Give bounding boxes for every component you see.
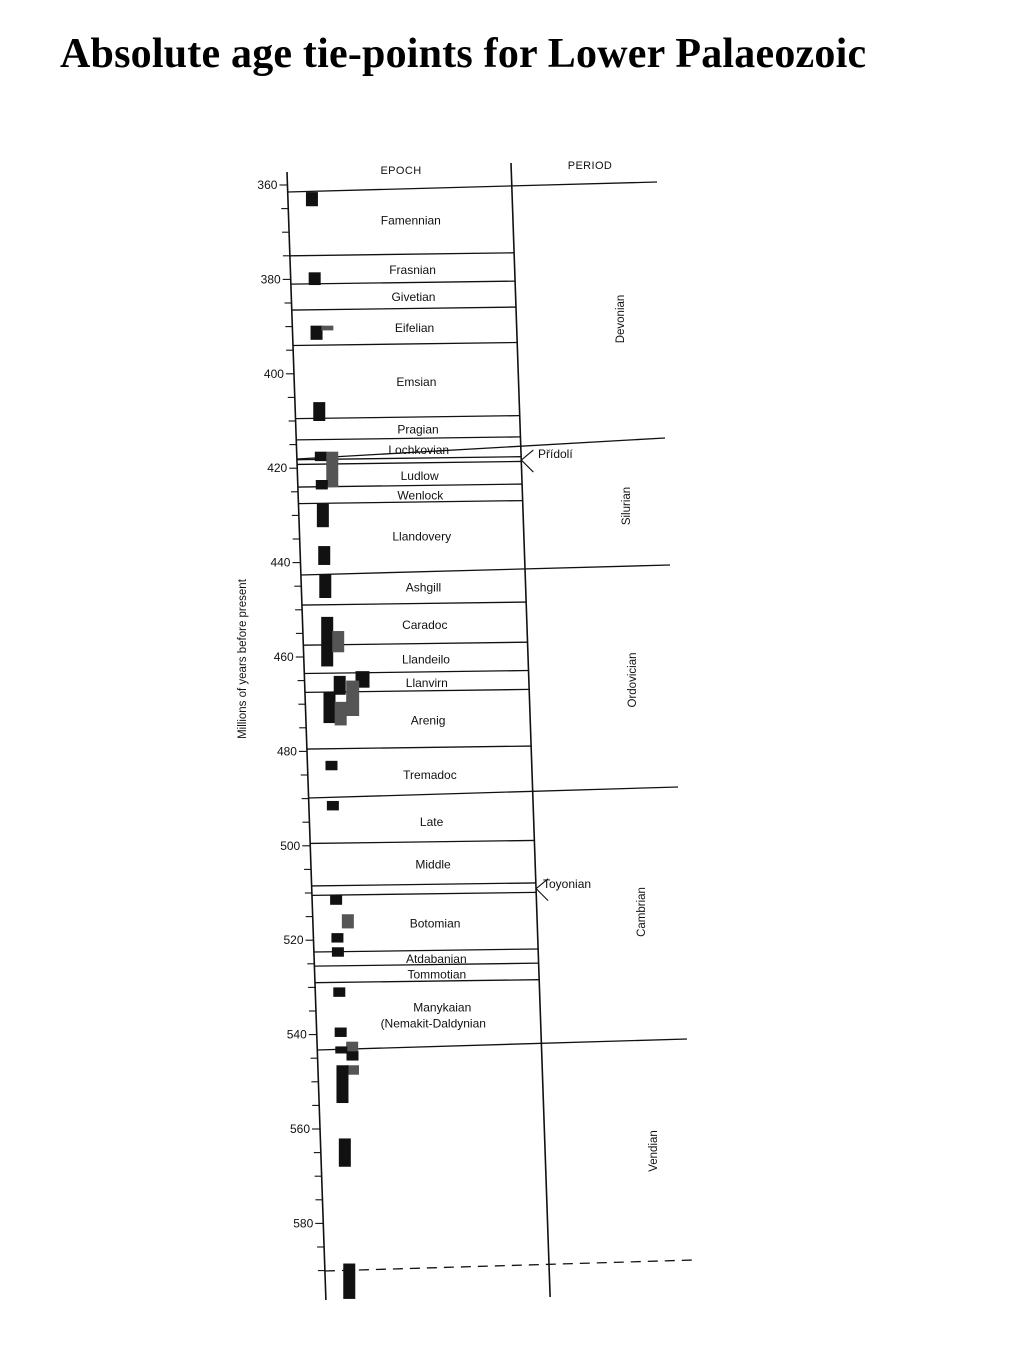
period-label: Devonian (615, 294, 627, 344)
tie-point-block (316, 480, 328, 489)
tie-point-block (333, 987, 345, 996)
tick-label: 520 (283, 933, 304, 948)
period-header: PERIOD (567, 160, 613, 172)
tick-label: 400 (263, 366, 284, 381)
tie-point-block (332, 631, 344, 652)
tie-point-block (346, 1051, 358, 1060)
epoch-label: Givetian (391, 290, 436, 305)
period-boundary-line (309, 787, 678, 798)
tie-point-block (346, 681, 359, 716)
period-boundary-line (301, 565, 670, 575)
period-boundary-line (288, 182, 657, 192)
period-label: Vendian (648, 1130, 660, 1172)
tick-label: 480 (276, 744, 297, 759)
epoch-label: Wenlock (397, 488, 444, 503)
tie-point-blocks (306, 192, 370, 1299)
period-boundary-dashed (325, 1260, 694, 1271)
epoch-label: Middle (415, 857, 451, 872)
tie-point-block (321, 326, 333, 331)
epoch-label: Toyonian (543, 877, 592, 891)
tie-point-block (309, 272, 321, 285)
epoch-label: Llanvirn (405, 675, 448, 690)
tie-point-block (317, 504, 329, 528)
epoch-boundary-line (310, 840, 534, 843)
epoch-label: Lochkovian (388, 442, 450, 457)
tie-point-block (332, 947, 344, 956)
period-boundary-line (297, 438, 665, 459)
epoch-label: Frasnian (389, 262, 436, 277)
age-axis-title: Millions of years before present (237, 579, 249, 739)
epoch-boundary-line (307, 746, 531, 749)
tie-point-block (313, 402, 325, 421)
epoch-label: Llandeilo (401, 652, 450, 667)
tie-point-block (335, 1046, 347, 1053)
epoch-label: Caradoc (402, 618, 448, 633)
tie-point-block (321, 617, 333, 667)
epoch-boundary-line (290, 253, 514, 256)
tie-point-block (347, 1065, 359, 1074)
tick-label: 580 (293, 1216, 314, 1231)
epoch-label: Manykaian (413, 1000, 472, 1015)
tie-point-block (327, 801, 339, 810)
epoch-period-divider (511, 163, 550, 1297)
page-title: Absolute age tie-points for Lower Palaeozoic (60, 31, 867, 77)
tick-label: 560 (289, 1122, 311, 1136)
epoch-label: Botomian (409, 916, 461, 931)
age-axis (257, 178, 324, 1271)
epoch-label: Famennian (380, 213, 441, 228)
epoch-boundary-line (296, 416, 520, 419)
epoch-boundary-line (302, 602, 526, 605)
tie-point-block (336, 1065, 348, 1103)
tick-label: 380 (260, 272, 281, 287)
boundary-lines (287, 163, 694, 1300)
epoch-label: Pragian (397, 422, 439, 437)
tie-point-block (325, 761, 337, 770)
tie-point-block (335, 1028, 347, 1037)
epoch-sublabel: (Nemakit-Daldynian (380, 1016, 486, 1031)
tick-label: 420 (267, 461, 288, 476)
tick-label: 440 (270, 555, 291, 570)
tie-point-block (331, 933, 343, 942)
tick-label: 360 (257, 178, 278, 192)
epoch-label: Tommotian (407, 967, 467, 982)
tie-point-block (315, 452, 327, 461)
epoch-label: Ashgill (405, 580, 442, 595)
tie-point-block (318, 546, 330, 565)
tie-point-block (306, 192, 318, 206)
tie-point-block (343, 1264, 355, 1299)
tick-label: 540 (286, 1027, 307, 1042)
epoch-label: Eifelian (394, 320, 435, 335)
tie-point-block (319, 574, 331, 598)
tie-point-block (326, 452, 338, 487)
epoch-label: Emsian (396, 375, 437, 390)
tie-point-block (311, 326, 323, 340)
epoch-boundary-line (291, 281, 515, 284)
epoch-label: Přídolí (538, 447, 573, 461)
epoch-label: Llandovery (392, 529, 452, 544)
tie-point-block (346, 1042, 358, 1051)
epoch-boundary-line (292, 307, 516, 310)
tie-point-block (335, 702, 347, 726)
period-label: Ordovician (627, 652, 639, 708)
epoch-label: Late (419, 815, 444, 830)
tick-label: 460 (273, 650, 294, 664)
tie-point-block (339, 1138, 351, 1166)
tie-point-block (330, 895, 342, 904)
tick-label: 500 (280, 838, 301, 853)
tie-point-block (334, 676, 346, 695)
period-boundary-line (317, 1039, 687, 1050)
epoch-boundary-line (304, 671, 528, 674)
epoch-header: EPOCH (380, 165, 422, 177)
epoch-boundary-line (293, 342, 517, 345)
callout-bracket (521, 450, 533, 472)
epoch-label: Tremadoc (403, 768, 457, 782)
period-label: Cambrian (636, 887, 648, 937)
tie-point-block (342, 914, 354, 928)
epoch-boundary-line (296, 437, 520, 440)
tie-point-block (323, 692, 335, 723)
period-label: Silurian (621, 486, 633, 526)
epoch-boundary-line (312, 883, 536, 886)
epoch-boundary-line (312, 892, 536, 895)
epoch-labels (381, 213, 591, 1030)
epoch-label: Ludlow (400, 468, 439, 483)
epoch-label: Atdabanian (405, 952, 467, 967)
epoch-label: Arenig (410, 713, 446, 728)
